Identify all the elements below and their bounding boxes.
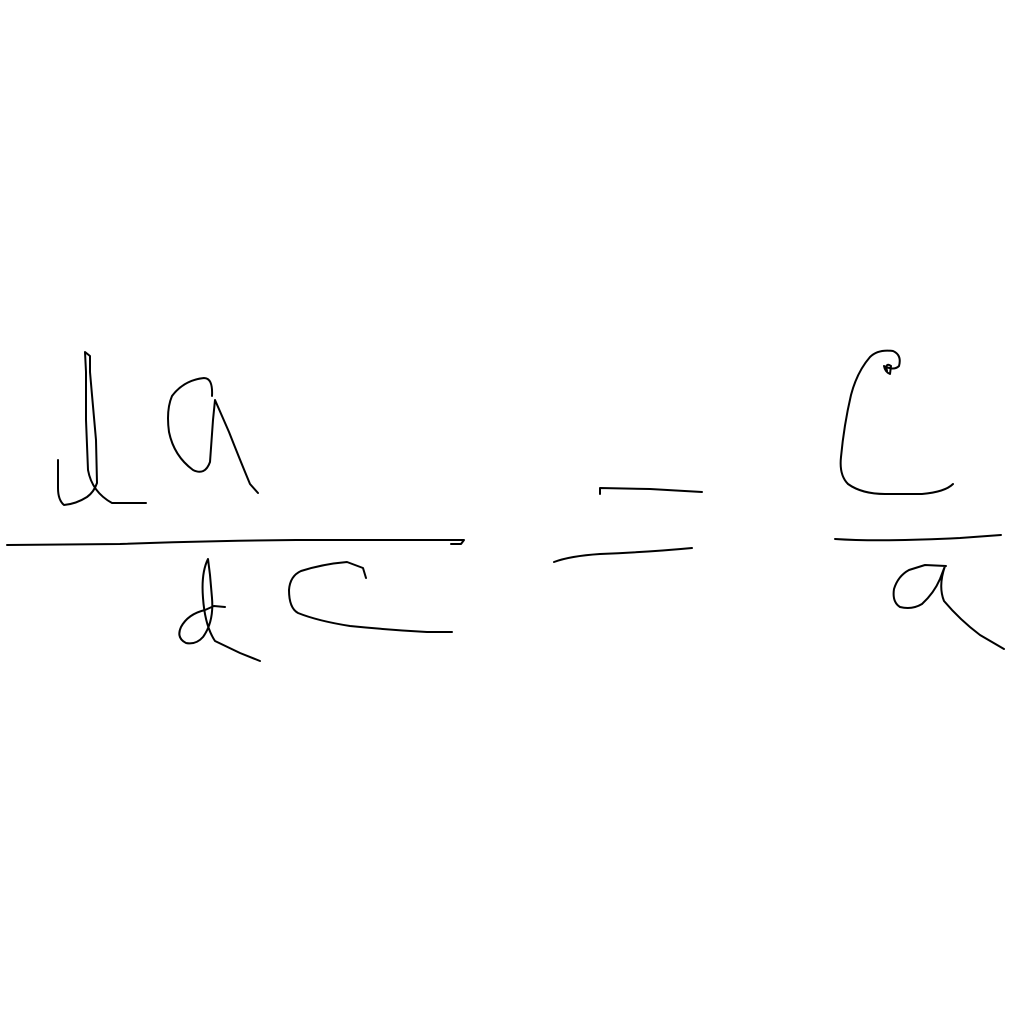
left-denominator <box>179 559 452 661</box>
glyph-d-left <box>58 352 146 505</box>
left-numerator <box>58 352 258 505</box>
equals-top-bar <box>600 488 702 494</box>
equals-bottom-bar <box>554 548 692 562</box>
equals-sign <box>554 488 702 562</box>
right-denominator <box>894 565 1004 649</box>
right-numerator <box>841 351 953 494</box>
glyph-c-left-denominator <box>289 562 452 632</box>
glyph-d-left-denominator <box>179 559 260 661</box>
left-fraction-bar <box>7 540 464 545</box>
right-fraction-bar <box>835 535 1001 540</box>
glyph-a-left <box>168 378 258 493</box>
glyph-c-right <box>841 351 953 494</box>
glyph-a-right <box>894 565 1004 649</box>
